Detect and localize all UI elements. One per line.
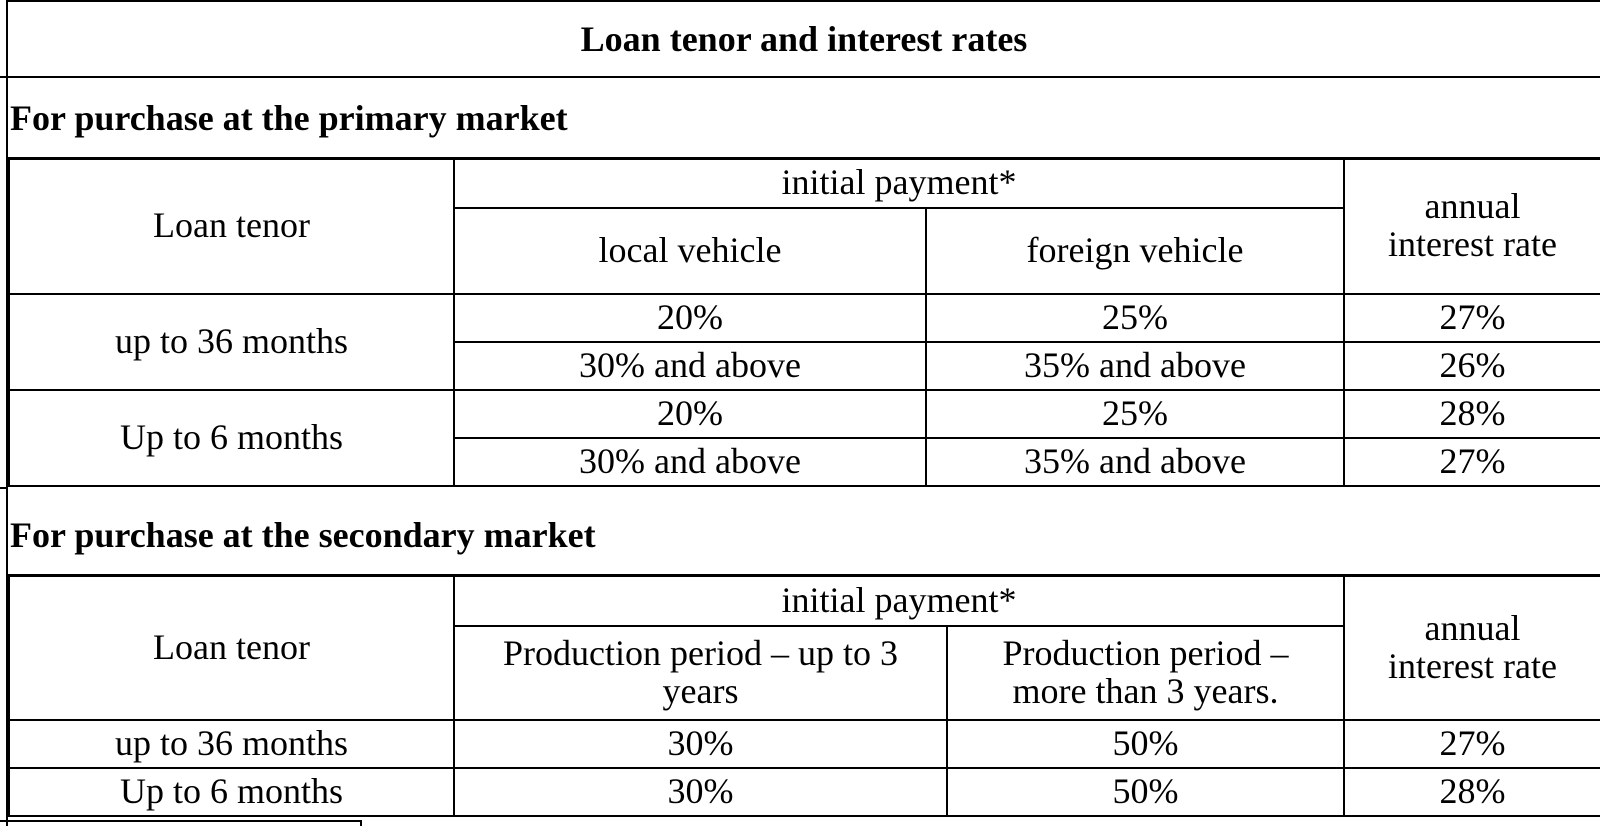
secondary-market-heading: For purchase at the secondary market [10, 515, 596, 555]
rate-cell: 27% [1344, 438, 1600, 486]
local-payment-cell: 20% [454, 390, 926, 438]
production-up-to-3-years-header [454, 626, 947, 720]
divider [360, 820, 362, 826]
table-header-row [9, 576, 1600, 626]
divider [0, 820, 362, 822]
local-payment-cell: 30% and above [454, 438, 926, 486]
tenor-cell: up to 36 months [9, 720, 454, 768]
local-payment-cell: 30% and above [454, 342, 926, 390]
table-header-row [9, 159, 1600, 208]
divider [0, 487, 8, 489]
secondary-market-table [8, 574, 1600, 817]
annual-rate-header-line1: annual [1424, 186, 1521, 227]
loan-tenor-header: Loan tenor [9, 576, 454, 720]
production-more-than-3-years-header [947, 626, 1344, 720]
annual-rate-header-line2: interest rate [1388, 645, 1557, 686]
rate-cell: 26% [1344, 342, 1600, 390]
tenor-cell: up to 36 months [9, 294, 454, 390]
primary-market-heading: For purchase at the primary market [10, 98, 568, 138]
rate-cell: 27% [1344, 720, 1600, 768]
tenor-cell: Up to 6 months [9, 768, 454, 816]
header-line2: more than 3 years. [1012, 670, 1279, 711]
header-line1: Production period – [1002, 632, 1289, 673]
foreign-payment-cell: 25% [926, 390, 1344, 438]
initial-payment-header: initial payment* [454, 159, 1344, 208]
foreign-payment-cell: 35% and above [926, 342, 1344, 390]
initial-payment-header: initial payment* [454, 576, 1344, 626]
header-line1: Production period – up to 3 [503, 632, 898, 673]
table-row [9, 390, 1600, 438]
local-payment-cell: 20% [454, 294, 926, 342]
annual-rate-header-line1: annual [1424, 607, 1521, 648]
rate-cell: 28% [1344, 768, 1600, 816]
divider [6, 76, 1600, 78]
primary-market-table [8, 157, 1600, 487]
local-vehicle-header: local vehicle [454, 208, 926, 294]
payment-cell: 30% [454, 768, 947, 816]
foreign-payment-cell: 35% and above [926, 438, 1344, 486]
header-line2: years [662, 670, 739, 711]
document-title: Loan tenor and interest rates [580, 19, 1028, 59]
table-row [9, 720, 1600, 768]
loan-tenor-header: Loan tenor [9, 159, 454, 294]
payment-cell: 50% [947, 720, 1344, 768]
table-row [9, 294, 1600, 342]
foreign-vehicle-header: foreign vehicle [926, 208, 1344, 294]
tenor-cell: Up to 6 months [9, 390, 454, 486]
payment-cell: 30% [454, 720, 947, 768]
rate-cell: 28% [1344, 390, 1600, 438]
annual-rate-header-line2: interest rate [1388, 224, 1557, 265]
table-row [9, 768, 1600, 816]
rate-cell: 27% [1344, 294, 1600, 342]
annual-rate-header [1344, 576, 1600, 720]
payment-cell: 50% [947, 768, 1344, 816]
annual-rate-header [1344, 159, 1600, 294]
foreign-payment-cell: 25% [926, 294, 1344, 342]
